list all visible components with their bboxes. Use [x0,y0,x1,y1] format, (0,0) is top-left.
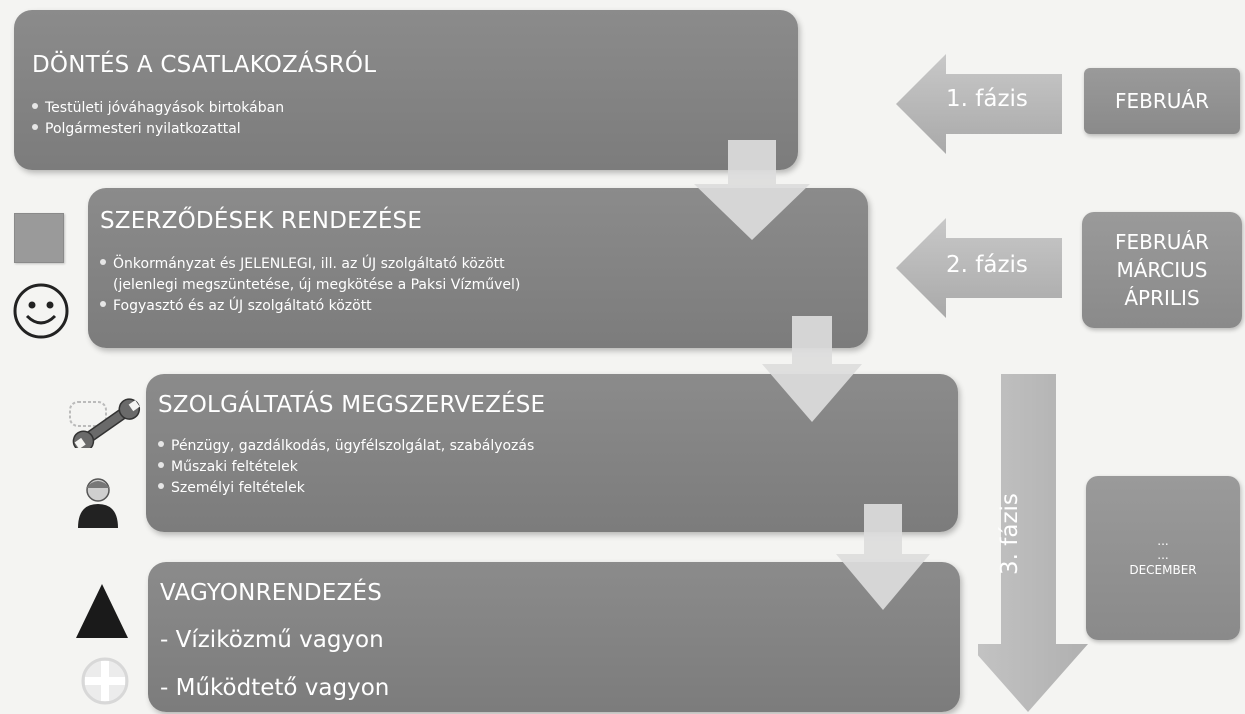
triangle-icon [76,584,128,642]
step-bullet: Polgármesteri nyilatkozattal [32,119,284,140]
down-arrow-3 [836,504,930,610]
smiley-icon [12,282,70,344]
down-arrow-2 [762,316,862,422]
month-label: DECEMBER [1129,563,1197,577]
step-bullets-3 [158,436,534,499]
step-bullets-4 [160,616,389,712]
step-bullet: Fogyasztó és az ÚJ szolgáltató között [100,296,520,317]
square-icon [14,213,64,263]
month-label: ÁPRILIS [1124,286,1200,310]
step-title-2: SZERZŐDÉSEK RENDEZÉSE [100,208,423,234]
month-box-1 [1084,68,1240,134]
step-bullet: Műszaki feltételek [158,457,534,478]
phase-label-3: 3. fázis [997,493,1023,575]
down-arrow-1 [694,140,810,240]
month-label: MÁRCIUS [1116,258,1208,282]
step-title-4: VAGYONRENDEZÉS [160,580,383,606]
month-label: FEBRUÁR [1115,230,1209,254]
step-bullet: - Víziközmű vagyon [160,627,384,653]
month-label: ... [1157,548,1169,562]
month-box-2 [1082,212,1242,328]
month-box-3 [1086,476,1240,640]
phase-arrow-3 [978,374,1088,712]
phase-label-2: 2. fázis [946,252,1028,278]
step-box-1 [14,10,798,170]
step-bullet: (jelenlegi megszüntetése, új megkötése a Paksi Vízművel) [113,277,521,293]
circle-cross-icon [80,656,130,710]
phase-label-1: 1. fázis [946,86,1028,112]
step-bullet: Személyi feltételek [158,478,534,499]
step-bullet: Önkormányzat és JELENLEGI, ill. az ÚJ szolgáltató között [100,254,520,275]
month-label: ... [1157,534,1169,548]
step-title-3: SZOLGÁLTATÁS MEGSZERVEZÉSE [158,392,546,418]
step-bullet: - Működtető vagyon [160,675,390,701]
month-label: FEBRUÁR [1115,89,1209,113]
step-bullet: Pénzügy, gazdálkodás, ügyfélszolgálat, szabályozás [158,436,534,457]
step-bullet: Testületi jóváhagyások birtokában [32,98,284,119]
person-icon [76,474,120,532]
wrench-icon [68,396,144,452]
step-bullets-2 [100,254,520,317]
step-bullets-1 [32,98,284,140]
step-title-1: DÖNTÉS A CSATLAKOZÁSRÓL [32,52,377,78]
